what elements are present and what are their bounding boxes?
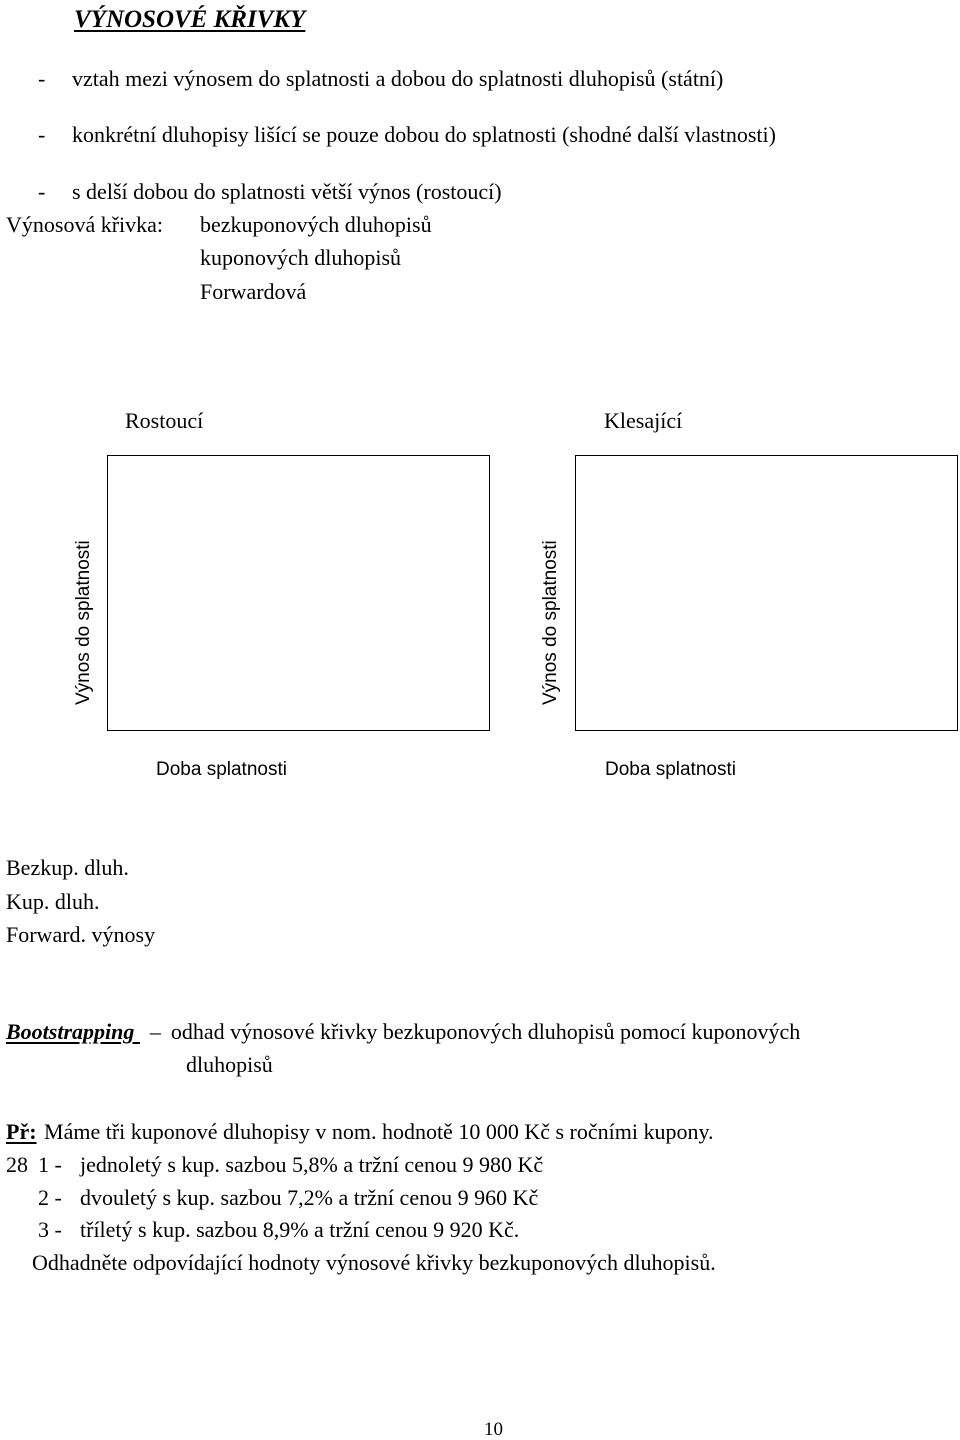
example-intro: Máme tři kuponové dluhopisy v nom. hodnotě 10 000 Kč s ročními kupony. (44, 1119, 714, 1144)
example-task: Odhadněte odpovídající hodnoty výnosové křivky bezkuponových dluhopisů. (32, 1250, 716, 1275)
bullet-dash: - (38, 179, 46, 204)
bullet-3 (0, 181, 960, 205)
example-item-text: jednoletý s kup. sazbou 5,8% a tržní cenou 9 980 Kč (80, 1152, 544, 1177)
chart-ylabel-rising: Výnos do splatnosti (73, 540, 94, 705)
example-item-text: dvouletý s kup. sazbou 7,2% a tržní cenou 9 960 Kč (80, 1185, 539, 1210)
chart-xlabel-rising: Doba splatnosti (156, 759, 287, 780)
chart-xlabel-falling: Doba splatnosti (605, 759, 736, 780)
legend-item-coupon: Kup. dluh. (6, 889, 100, 914)
curve-types-label: Výnosová křivka: (6, 212, 164, 237)
chart-title-rising: Rostoucí (125, 408, 204, 433)
bullet-1 (0, 68, 960, 92)
example-item-num: 1 - (38, 1152, 62, 1177)
example-intro-line (6, 1121, 714, 1143)
bootstrapping-line-2: dluhopisů (186, 1052, 273, 1077)
example-item-num: 2 - (38, 1185, 62, 1210)
curve-type-item: Forwardová (200, 279, 307, 304)
bootstrapping-dash: – (149, 1019, 161, 1044)
curve-type-item: bezkuponových dluhopisů (200, 212, 432, 237)
bullet-2 (0, 124, 960, 148)
page-title: VÝNOSOVÉ KŘIVKY (74, 6, 306, 33)
legend-item-zero-coupon: Bezkup. dluh. (6, 855, 129, 880)
bullet-text: vztah mezi výnosem do splatnosti a dobou do splatnosti dluhopisů (státní) (72, 66, 724, 91)
example-item-text: tříletý s kup. sazbou 8,9% a tržní cenou 9 920 Kč. (80, 1217, 520, 1242)
bootstrapping-text: odhad výnosové křivky bezkuponových dluhopisů pomocí kuponových (170, 1019, 801, 1044)
example-item-num: 3 - (38, 1217, 62, 1242)
bootstrapping-line-1 (6, 1021, 800, 1043)
legend-item-forward: Forward. výnosy (6, 922, 156, 947)
bootstrapping-term: Bootstrapping (6, 1019, 140, 1044)
bullet-dash: - (38, 122, 46, 147)
bullet-text: s delší dobou do splatnosti větší výnos (rostoucí) (72, 179, 502, 204)
curve-type-item: kuponových dluhopisů (200, 245, 402, 270)
chart-ylabel-falling: Výnos do splatnosti (540, 540, 561, 705)
bullet-dash: - (38, 66, 46, 91)
chart-frame-rising (107, 455, 490, 731)
chart-frame-falling (575, 455, 958, 731)
example-label: Př: (6, 1119, 37, 1144)
page-number: 10 (484, 1419, 503, 1440)
bullet-text: konkrétní dluhopisy lišící se pouze dobou do splatnosti (shodné další vlastnosti) (72, 122, 776, 147)
chart-title-falling: Klesající (604, 408, 683, 433)
example-prefix: 28 (6, 1152, 28, 1177)
